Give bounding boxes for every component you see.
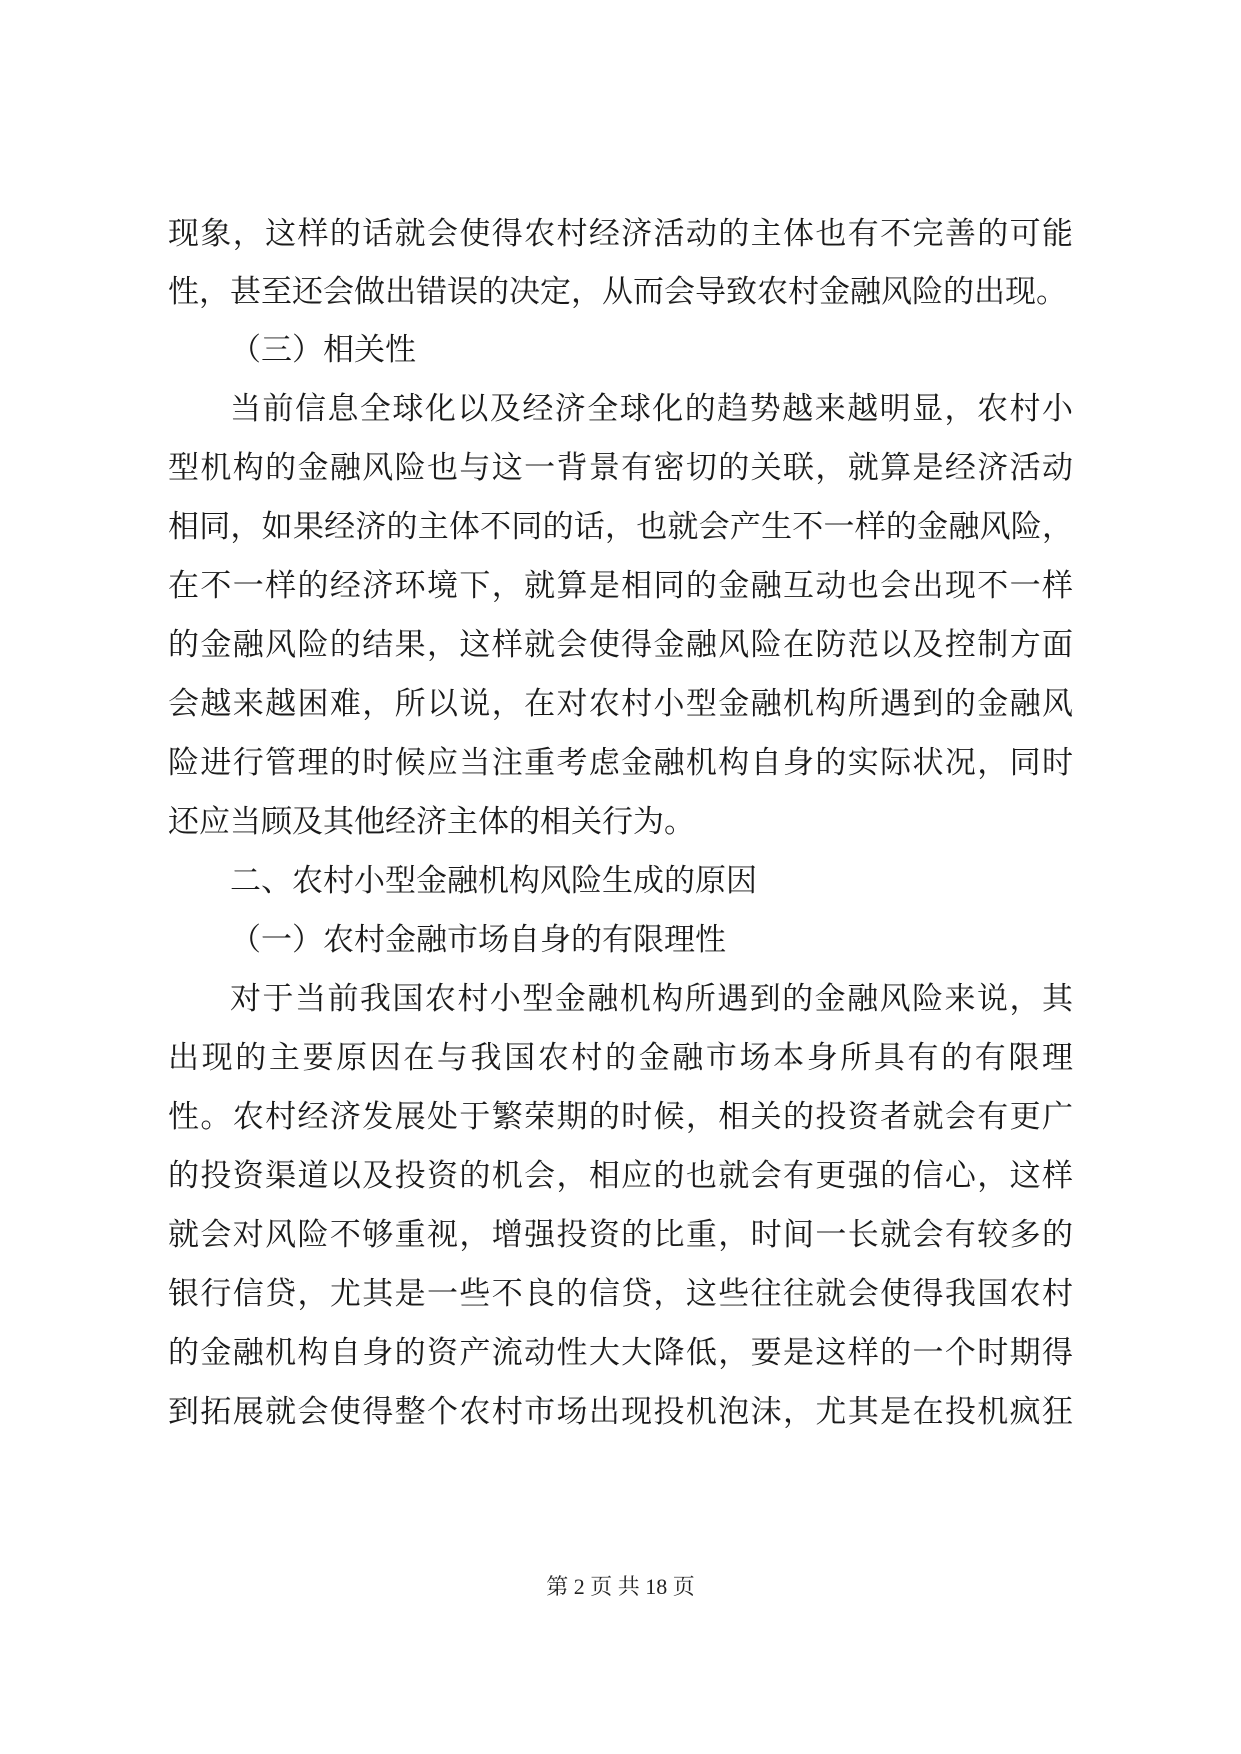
body-line: 险进行管理的时候应当注重考虑金融机构自身的实际状况，同时: [168, 745, 1073, 781]
body-line: 会越来越困难，所以说，在对农村小型金融机构所遇到的金融风: [168, 686, 1073, 722]
body-line: 性。农村经济发展处于繁荣期的时候，相关的投资者就会有更广: [168, 1099, 1073, 1135]
body-line: 当前信息全球化以及经济全球化的趋势越来越明显，农村小: [230, 391, 1073, 427]
body-line: 的投资渠道以及投资的机会，相应的也就会有更强的信心，这样: [168, 1158, 1073, 1194]
body-line: 银行信贷，尤其是一些不良的信贷，这些往往就会使得我国农村: [168, 1276, 1073, 1312]
body-line: 还应当顾及其他经济主体的相关行为。: [168, 804, 695, 840]
body-line: 的金融风险的结果，这样就会使得金融风险在防范以及控制方面: [168, 627, 1073, 663]
section-heading-limited-rationality: （一）农村金融市场自身的有限理性: [230, 922, 726, 958]
body-line: 的金融机构自身的资产流动性大大降低，要是这样的一个时期得: [168, 1335, 1073, 1371]
body-line: 性，甚至还会做出错误的决定，从而会导致农村金融风险的出现。: [168, 274, 1067, 310]
body-line: 就会对风险不够重视，增强投资的比重，时间一长就会有较多的: [168, 1217, 1073, 1253]
body-line: 相同，如果经济的主体不同的话，也就会产生不一样的金融风险，: [168, 509, 1073, 545]
page-number-footer: 第 2 页 共 18 页: [546, 1574, 695, 1599]
body-line: 在不一样的经济环境下，就算是相同的金融互动也会出现不一样: [168, 568, 1073, 604]
body-line: 到拓展就会使得整个农村市场出现投机泡沫，尤其是在投机疯狂: [168, 1394, 1073, 1430]
body-line: 现象，这样的话就会使得农村经济活动的主体也有不完善的可能: [168, 216, 1073, 252]
body-line: 型机构的金融风险也与这一背景有密切的关联，就算是经济活动: [168, 450, 1073, 486]
chapter-heading-causes: 二、农村小型金融机构风险生成的原因: [230, 863, 757, 899]
section-heading-relevance: （三）相关性: [230, 332, 416, 368]
body-line: 出现的主要原因在与我国农村的金融市场本身所具有的有限理: [168, 1040, 1073, 1076]
body-line: 对于当前我国农村小型金融机构所遇到的金融风险来说，其: [230, 981, 1073, 1017]
